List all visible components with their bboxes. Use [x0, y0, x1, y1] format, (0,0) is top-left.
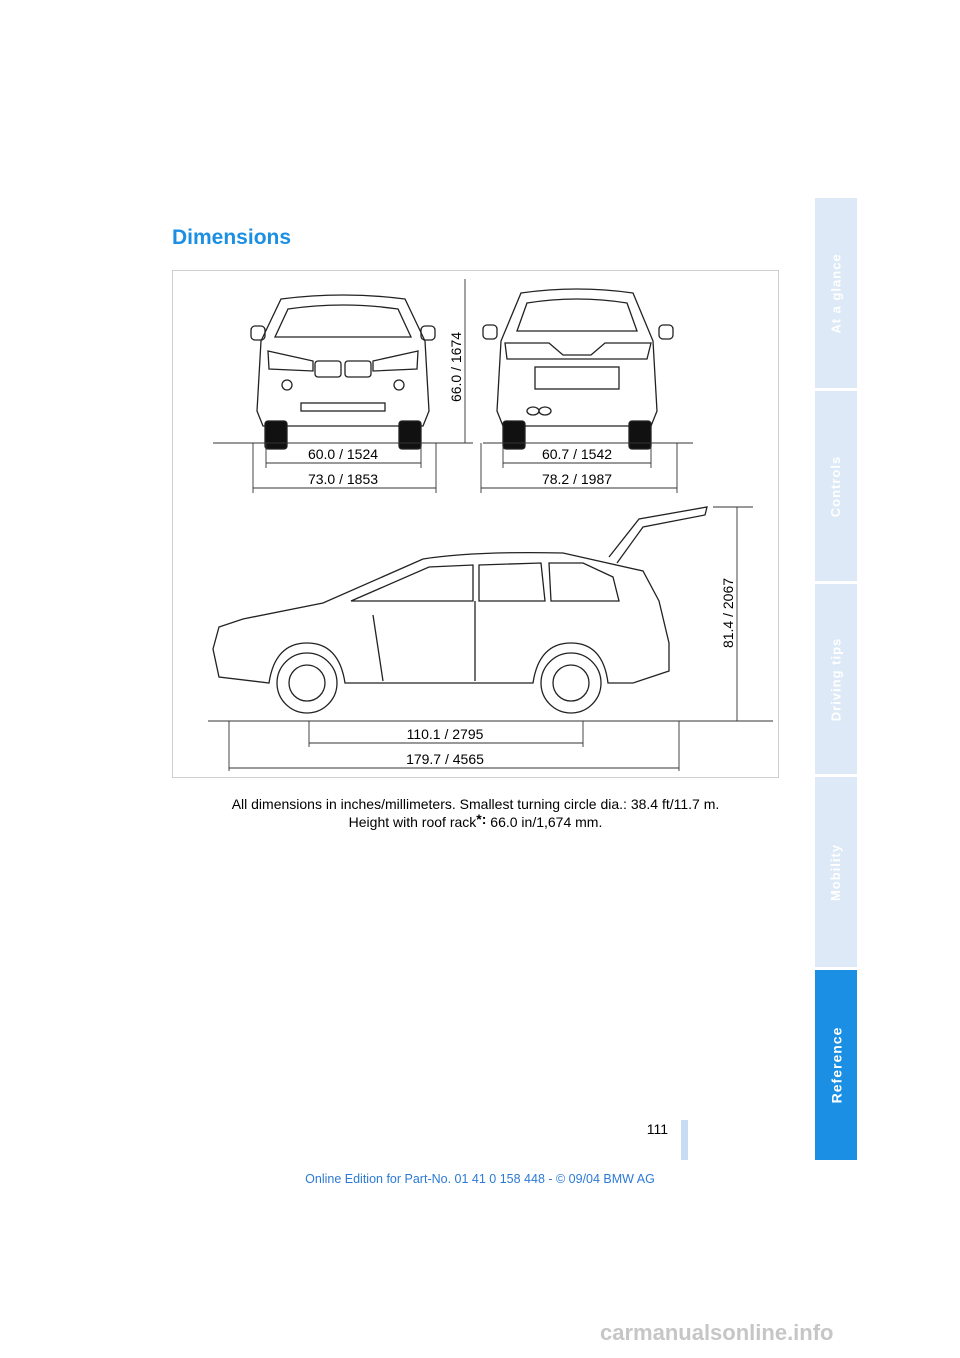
- dimension-lines: [208, 279, 773, 771]
- tab-label: Controls: [828, 455, 844, 517]
- tab-mobility[interactable]: [815, 777, 857, 967]
- wheelbase-label: 110.1 / 2795: [406, 726, 484, 742]
- tab-label: Driving tips: [828, 637, 844, 721]
- caption-line-1: All dimensions in inches/millimeters. Smallest turning circle dia.: 38.4 ft/11.7 m.: [231, 796, 720, 812]
- front-track-label: 60.0 / 1524: [307, 446, 379, 462]
- tab-label: Reference: [828, 1026, 845, 1104]
- front-height-label: 66.0 / 1674: [448, 331, 464, 403]
- tab-reference[interactable]: [815, 970, 857, 1160]
- page-title: Dimensions: [172, 226, 292, 249]
- caption-line-2: [172, 813, 779, 831]
- rear-view-drawing: [483, 289, 673, 449]
- page-number: 111: [646, 1121, 668, 1137]
- asterisk-mark: *:: [476, 811, 487, 827]
- overall-length-label: 179.7 / 4565: [406, 751, 484, 767]
- rear-track-label: 60.7 / 1542: [541, 446, 613, 462]
- caption-line-2-value: 66.0 in/1,674 mm.: [486, 814, 603, 830]
- width-mirrors-label: 78.2 / 1987: [541, 471, 613, 487]
- tailgate-height-label: 81.4 / 2067: [720, 577, 736, 649]
- vehicle-drawings: [173, 271, 780, 779]
- watermark: carmanualsonline.info: [600, 1320, 834, 1345]
- footer-text: Online Edition for Part-No. 01 41 0 158 448 - © 09/04 BMW AG: [305, 1172, 655, 1186]
- front-width-label: 73.0 / 1853: [307, 471, 379, 487]
- tab-at-a-glance[interactable]: [815, 198, 857, 388]
- section-tabs: [815, 198, 857, 1160]
- front-view-drawing: [251, 295, 435, 449]
- tab-label: Mobility: [828, 843, 844, 901]
- caption-line-2-text: Height with roof rack: [348, 814, 477, 830]
- tab-label: At a glance: [828, 252, 844, 334]
- tab-driving-tips[interactable]: [815, 584, 857, 774]
- page-number-bar: [681, 1120, 688, 1160]
- tab-controls[interactable]: [815, 391, 857, 581]
- side-view-drawing: [213, 507, 707, 713]
- dimensions-figure: [172, 270, 779, 778]
